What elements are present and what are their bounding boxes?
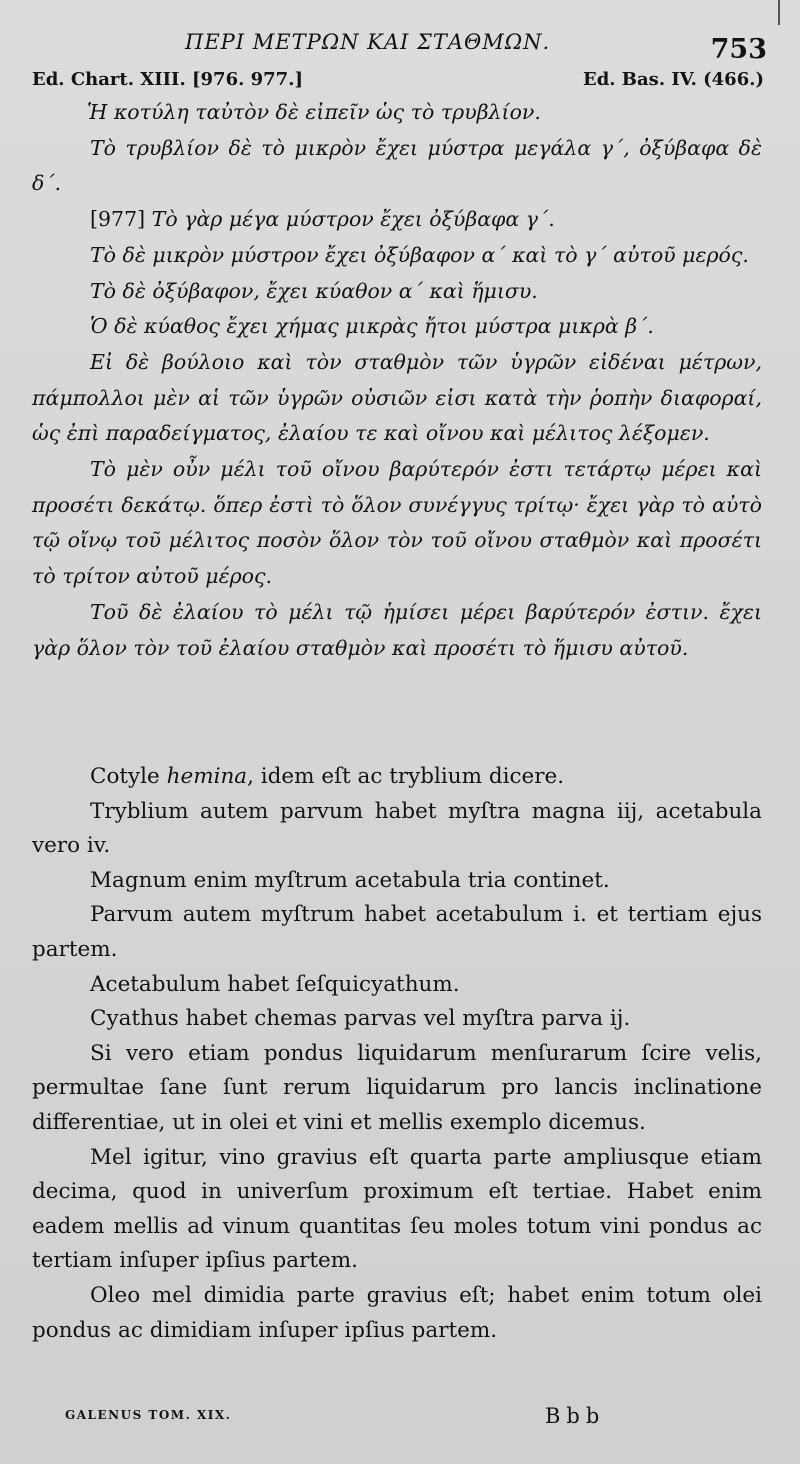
page-number: 753 <box>710 34 767 65</box>
gathering-mark: Bbb <box>545 1404 606 1428</box>
latin-paragraph: Si vero etiam pondus liquidarum menſurarum ſcire velis, permultae ſane ſunt rerum liquidarum pro lancis inclinatione differentiae, ut in olei et vini et mellis exemplo dicemus. <box>32 1040 762 1135</box>
latin-text-run: , idem eſt ac tryblium dicere. <box>247 764 565 789</box>
signature-line: GALENUS TOM. XIX. <box>65 1408 232 1422</box>
edition-reference-basel: Ed. Bas. IV. (466.) <box>582 69 764 90</box>
latin-text-run: Cotyle <box>90 764 167 789</box>
page-bracket-reference: [977] <box>90 207 146 232</box>
greek-paragraph: Ὁ δὲ κύαθος ἔχει χήμας μικρὰς ἤτοι μύστρα μικρὰ β΄. <box>90 314 654 339</box>
page-edge-mark <box>778 0 780 25</box>
greek-text <box>32 95 762 666</box>
greek-paragraph-text: Τὸ γὰρ μέγα μύστρον ἔχει ὀξύβαφα γ΄. <box>151 207 555 232</box>
latin-paragraph: Magnum enim myſtrum acetabula tria continet. <box>90 867 610 893</box>
greek-paragraph: Τὸ μὲν οὖν μέλι τοῦ οἴνου βαρύτερόν ἐστι τετάρτῳ μέρει καὶ προσέτι δεκάτῳ. ὅπερ ἐστὶ τὸ ὅλον συνέγγυς τρίτῳ· ἔχει γὰρ τὸ αὐτὸ τῷ οἴνῳ τοῦ μέλιτος ποσὸν ὅλον τὸν τοῦ οἴνου σταθμὸν καὶ προσέτι τὸ τρίτον αὐτοῦ μέρος. <box>32 457 762 589</box>
latin-paragraph: Tryblium autem parvum habet myſtra magna iij, acetabula vero iv. <box>32 798 762 859</box>
latin-text <box>32 760 762 1348</box>
latin-paragraph: Mel igitur, vino gravius eſt quarta parte ampliusque etiam decima, quod in univerſum proximum eſt tertiae. Habet enim eadem mellis ad vinum quantitas ſeu moles totum vini pondus ac tertiam inſuper ipſius partem. <box>32 1144 762 1274</box>
edition-reference-chart: Ed. Chart. XIII. [976. 977.] <box>32 69 303 90</box>
greek-paragraph <box>32 202 762 238</box>
greek-paragraph: Εἰ δὲ βούλοιο καὶ τὸν σταθμὸν τῶν ὑγρῶν εἰδέναι μέτρων, πάμπολλοι μὲν αἱ τῶν ὑγρῶν οὐσιῶν εἰσι κατὰ τὴν ῥοπὴν διαφοραί, ὡς ἐπὶ παραδείγματος, ἐλαίου τε καὶ οἴνου καὶ μέλιτος λέξομεν. <box>32 349 762 446</box>
latin-paragraph: Parvum autem myſtrum habet acetabulum i. et tertiam ejus partem. <box>32 902 762 962</box>
latin-italic-term: hemina <box>166 764 248 789</box>
greek-paragraph: Τὸ δὲ μικρὸν μύστρον ἔχει ὀξύβαφον α΄ καὶ τὸ γ΄ αὐτοῦ μερός. <box>90 242 749 267</box>
greek-paragraph: Τὸ δὲ ὀξύβαφον, ἔχει κύαθον α΄ καὶ ἥμισυ. <box>90 278 538 303</box>
latin-paragraph: Cyathus habet chemas parvas vel myſtra parva ij. <box>90 1006 631 1032</box>
latin-paragraph: Acetabulum habet ſeſquicyathum. <box>90 971 460 997</box>
greek-paragraph: Τὸ τρυβλίον δὲ τὸ μικρὸν ἔχει μύστρα μεγάλα γ΄, ὀξύβαφα δὲ δ΄. <box>32 135 762 196</box>
greek-paragraph: Ἡ κοτύλη ταὐτὸν δὲ εἰπεῖν ὡς τὸ τρυβλίον. <box>87 100 541 124</box>
latin-paragraph <box>32 760 762 795</box>
latin-paragraph: Oleo mel dimidia parte gravius eſt; habet enim totum olei pondus ac dimidiam inſuper ipſius partem. <box>32 1282 762 1343</box>
greek-paragraph: Τοῦ δὲ ἐλαίου τὸ μέλι τῷ ἡμίσει μέρει βαρύτερόν ἐστιν. ἔχει γὰρ ὅλον τὸν τοῦ ἐλαίου σταθμὸν καὶ προσέτι τὸ ἥμισυ αὐτοῦ. <box>32 599 762 660</box>
running-title: ΠΕΡΙ ΜΕΤΡΩΝ ΚΑΙ ΣΤΑΘΜΩΝ. <box>185 30 551 54</box>
